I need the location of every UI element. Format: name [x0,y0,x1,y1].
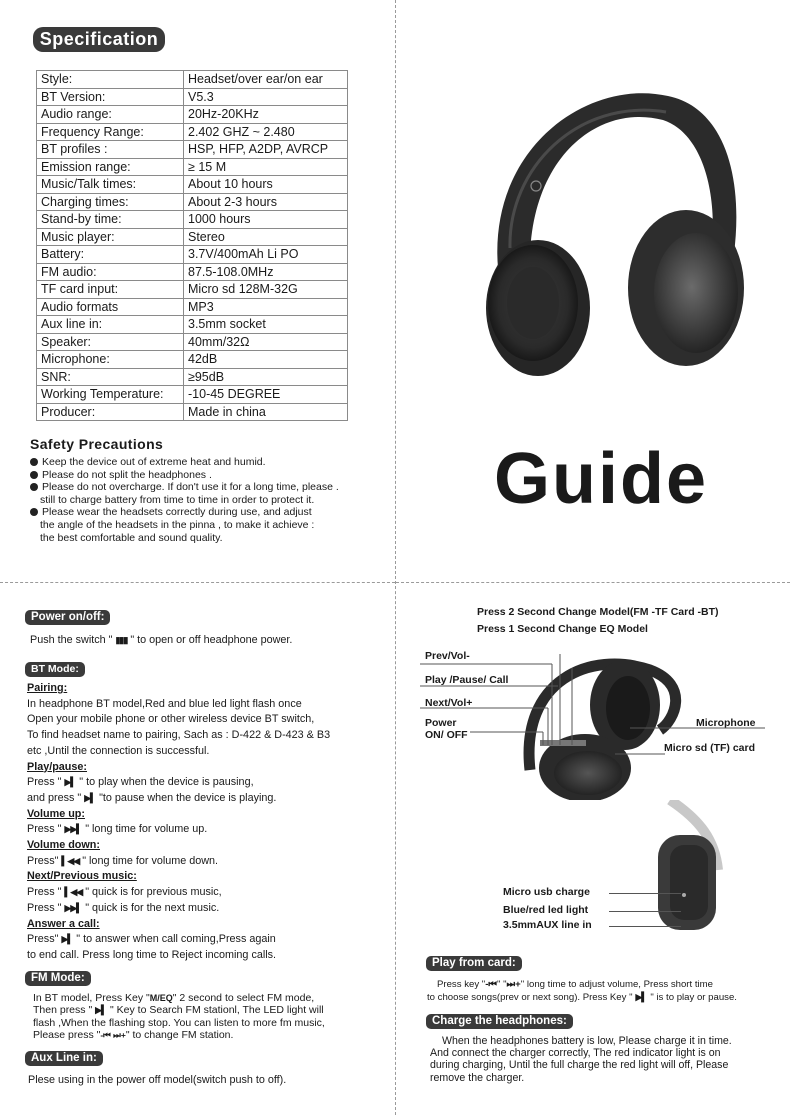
led-light-label: Blue/red led light [503,904,589,916]
spec-key: BT Version: [37,88,184,106]
spec-row [37,316,348,334]
spec-key: Stand-by time: [37,211,184,229]
spec-row [37,88,348,106]
volume-up-heading: Volume up: [27,807,85,820]
spec-key: BT profiles : [37,141,184,159]
spec-value: -10-45 DEGREE [184,386,348,404]
power-heading: Power on/off: [25,610,110,625]
prev-icon: ▍◀◀ [61,855,80,866]
spec-key: FM audio: [37,263,184,281]
safety-item-cont: the best comfortable and sound quality. [40,531,223,544]
spec-key: Frequency Range: [37,123,184,141]
aux-in-label: 3.5mmAUX line in [503,919,592,931]
safety-list [30,456,385,544]
microphone-label: Microphone [696,717,756,729]
spec-row [37,71,348,89]
play-pause-icon: ▶▍ [64,777,77,788]
play-pause-call-label: Play /Pause/ Call [425,674,509,686]
spec-row [37,193,348,211]
spec-row [37,246,348,264]
next-vol-label: Next/Vol+ [425,697,473,709]
bt-mode-body [27,681,387,964]
spec-value: About 2-3 hours [184,193,348,211]
volume-down-line: Press" ▍◀◀ " long time for volume down. [27,854,387,870]
spec-row [37,141,348,159]
prev-next-keys: -⏮ ⏭+ [100,1029,126,1040]
spec-key: SNR: [37,368,184,386]
spec-value: 87.5-108.0MHz [184,263,348,281]
bt-mode-heading: BT Mode: [25,662,85,677]
switch-icon: ▮▮▮ [115,635,128,645]
play-pause-icon: ▶▍ [95,1005,108,1016]
spec-key: Emission range: [37,158,184,176]
spec-value: MP3 [184,298,348,316]
spec-row [37,298,348,316]
next-icon: ▶▶▍ [64,902,83,913]
spec-row [37,123,348,141]
spec-row [37,106,348,124]
next-key: ⏭+ [506,979,521,990]
spec-value: About 10 hours [184,176,348,194]
spec-table [36,70,348,421]
spec-row [37,211,348,229]
spec-value: V5.3 [184,88,348,106]
spec-value: 20Hz-20KHz [184,106,348,124]
spec-row [37,403,348,421]
pairing-heading: Pairing: [27,682,68,694]
aux-leader-line [609,926,681,927]
fm-mode-heading: FM Mode: [25,971,91,986]
spec-value: Headset/over ear/on ear [184,71,348,89]
m-eq-key: M/EQ [149,993,173,1003]
safety-item: Keep the device out of extreme heat and humid. [30,456,385,469]
pairing-line: In headphone BT model,Red and blue led light flash once [27,697,302,710]
spec-row [37,351,348,369]
prev-line: Press " ▍◀◀ " quick is for previous music, [27,885,387,901]
spec-key: Music/Talk times: [37,176,184,194]
safety-item: Please wear the headsets correctly during use, and adjust [30,506,385,519]
spec-row [37,228,348,246]
call-line: Press" ▶▍ " to answer when call coming,Press again [27,932,387,948]
spec-value: 2.402 GHZ ~ 2.480 [184,123,348,141]
pairing-line: Open your mobile phone or other wireless device BT switch, [27,713,315,726]
next-icon: ▶▶▍ [64,824,83,835]
micro-usb-label: Micro usb charge [503,886,590,898]
play-pause-heading: Play/pause: [27,760,88,773]
guide-title: Guide [494,439,709,519]
spec-key: Audio range: [37,106,184,124]
spec-key: Working Temperature: [37,386,184,404]
safety-item-cont: the angle of the headsets in the pinna , to make it achieve : [40,518,315,531]
specification-heading: Specification [33,27,165,52]
eq-change-label: Press 1 Second Change EQ Model [477,623,648,635]
spec-value: 1000 hours [184,211,348,229]
aux-text: Plese using in the power off model(switch push to off). [28,1074,287,1086]
headphones-image [438,78,748,378]
spec-value: 3.7V/400mAh Li PO [184,246,348,264]
pairing-line: etc ,Until the connection is successful. [27,744,210,757]
spec-value: Made in china [184,403,348,421]
spec-value: HSP, HFP, A2DP, AVRCP [184,141,348,159]
play-line: Press " ▶▍ " to play when the device is pausing, [27,775,387,791]
earcup-side-image [640,800,730,940]
spec-key: Microphone: [37,351,184,369]
play-pause-icon: ▶▍ [84,792,97,803]
led-leader-line [609,911,681,912]
answer-call-heading: Answer a call: [27,917,100,930]
usb-leader-line [609,893,681,894]
spec-key: Charging times: [37,193,184,211]
spec-key: Aux line in: [37,316,184,334]
controls-diagram-image [420,640,790,800]
spec-key: Speaker: [37,333,184,351]
power-text: Push the switch " ▮▮▮ " to open or off headphone power. [30,633,292,649]
spec-value: 3.5mm socket [184,316,348,334]
fold-line-right [396,582,790,583]
call-line: to end call. Press long time to Reject incoming calls. [27,948,277,961]
safety-item-cont: still to charge battery from time to time in order to protect it. [40,493,315,506]
safety-item: Please do not split the headphones . [30,469,385,482]
safety-heading: Safety Precautions [30,436,164,452]
spec-key: Producer: [37,403,184,421]
aux-heading: Aux Line in: [25,1051,103,1066]
play-pause-icon: ▶▍ [61,934,74,945]
pause-line: and press " ▶▍ "to pause when the device is playing. [27,791,387,807]
fm-mode-body: In BT model, Press Key "M/EQ" 2 second to select FM mode, Then press " ▶▍ " Key to Search FM stationl, The LED light will flash ,When the flashing stop. You can listen to more fm music, Please press "-⏮ ⏭+" to change FM station. [33,992,325,1041]
volume-down-heading: Volume down: [27,839,100,852]
play-pause-icon: ▶▍ [635,992,648,1002]
play-from-card-heading: Play from card: [426,956,522,971]
spec-row [37,333,348,351]
safety-item: Please do not overcharge. If don't use it for a long time, please . [30,481,385,494]
spec-value: Stereo [184,228,348,246]
spec-row [37,368,348,386]
prev-icon: ▍◀◀ [64,887,83,898]
spec-row [37,176,348,194]
micro-sd-label: Micro sd (TF) card [664,742,756,754]
next-line: Press " ▶▶▍ " quick is for the next music. [27,901,387,917]
spec-key: TF card input: [37,281,184,299]
spec-row [37,263,348,281]
spec-key: Music player: [37,228,184,246]
spec-key: Audio formats [37,298,184,316]
spec-value: 42dB [184,351,348,369]
next-prev-heading: Next/Previous music: [27,870,137,883]
spec-key: Style: [37,71,184,89]
prev-vol-label: Prev/Vol- [425,650,470,662]
spec-value: ≥95dB [184,368,348,386]
charge-heading: Charge the headphones: [426,1014,573,1029]
charge-body: When the headphones battery is low, Please charge it in time. And connect the charger correctly, The red indicator light is on during charging, Until the full charge the red light will off, Please remove the charger. [430,1035,732,1084]
model-change-label: Press 2 Second Change Model(FM -TF Card -BT) [477,606,719,618]
play-from-card-body: Press key "-⏮" "⏭+" long time to adjust volume, Press short time to choose songs(prev or next song). Press Key " ▶▍ " is to play or pause. [427,979,737,1003]
spec-row [37,158,348,176]
spec-value: 40mm/32Ω [184,333,348,351]
power-switch-label: Power ON/ OFF [425,717,468,741]
pairing-line: To find headset name to pairing, Sach as : D-422 & D-423 & B3 [27,729,331,742]
spec-row [37,281,348,299]
spec-row [37,386,348,404]
prev-key: -⏮ [485,979,498,990]
spec-value: ≥ 15 M [184,158,348,176]
fold-line-left [0,582,395,583]
spec-key: Battery: [37,246,184,264]
spec-value: Micro sd 128M-32G [184,281,348,299]
volume-up-line: Press " ▶▶▍ " long time for volume up. [27,822,387,838]
fold-line-vertical [395,0,396,1115]
